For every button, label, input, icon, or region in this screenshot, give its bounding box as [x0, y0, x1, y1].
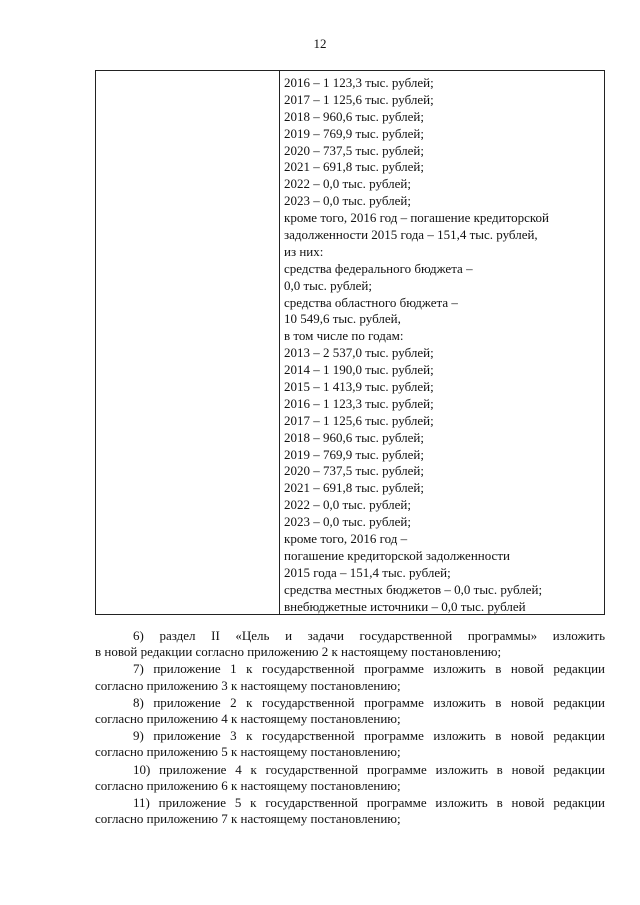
amendment-line-2: согласно приложению 7 к настоящему постановлению; — [95, 811, 401, 827]
funding-line: 2014 – 1 190,0 тыс. рублей; — [284, 362, 434, 378]
amendment-line-2: в новой редакции согласно приложению 2 к настоящему постановлению; — [95, 644, 502, 660]
funding-line: кроме того, 2016 год – погашение кредиторской — [284, 210, 549, 226]
funding-line: 2018 – 960,6 тыс. рублей; — [284, 429, 424, 445]
funding-line: внебюджетные источники – 0,0 тыс. рублей — [284, 598, 526, 614]
funding-line: 2020 – 737,5 тыс. рублей; — [284, 142, 424, 158]
amendment-line-2: согласно приложению 3 к настоящему постановлению; — [95, 677, 401, 693]
funding-line: средства местных бюджетов – 0,0 тыс. рублей; — [284, 581, 543, 597]
funding-line: 2019 – 769,9 тыс. рублей; — [284, 446, 424, 462]
funding-details-cell — [284, 75, 600, 616]
funding-line: 2022 – 0,0 тыс. рублей; — [284, 176, 411, 192]
funding-line: кроме того, 2016 год – — [284, 531, 408, 547]
amendment-paragraph — [95, 661, 605, 693]
funding-line: 10 549,6 тыс. рублей, — [284, 311, 401, 327]
table-column-divider — [279, 71, 280, 614]
funding-line: 2023 – 0,0 тыс. рублей; — [284, 193, 411, 209]
amendment-line-1: 10) приложение 4 к государственной программе изложить в новой редакции — [133, 761, 605, 777]
funding-line: 2023 – 0,0 тыс. рублей; — [284, 514, 411, 530]
funding-line: 2022 – 0,0 тыс. рублей; — [284, 497, 411, 513]
amendment-paragraph — [95, 695, 605, 727]
amendment-line-2: согласно приложению 5 к настоящему постановлению; — [95, 744, 401, 760]
page-number: 12 — [313, 36, 327, 51]
funding-line: 2020 – 737,5 тыс. рублей; — [284, 463, 424, 479]
amendment-paragraph — [95, 762, 605, 794]
funding-line: задолженности 2015 года – 151,4 тыс. рублей, — [284, 227, 538, 243]
amendment-paragraph — [95, 628, 605, 660]
funding-line: 2019 – 769,9 тыс. рублей; — [284, 125, 424, 141]
amendment-line-1: 7) приложение 1 к государственной программе изложить в новой редакции — [133, 661, 605, 677]
amendment-paragraph — [95, 795, 605, 827]
amendment-paragraph — [95, 728, 605, 760]
funding-line: 2016 – 1 123,3 тыс. рублей; — [284, 75, 434, 90]
funding-line: средства областного бюджета – — [284, 294, 458, 310]
funding-line: из них: — [284, 243, 324, 259]
amendment-line-1: 8) приложение 2 к государственной программе изложить в новой редакции — [133, 694, 605, 710]
funding-line: 2021 – 691,8 тыс. рублей; — [284, 159, 424, 175]
amendment-line-1: 9) приложение 3 к государственной программе изложить в новой редакции — [133, 728, 605, 744]
funding-line: 2013 – 2 537,0 тыс. рублей; — [284, 345, 434, 361]
funding-line: 2021 – 691,8 тыс. рублей; — [284, 480, 424, 496]
amendment-line-1: 11) приложение 5 к государственной программе изложить в новой редакции — [133, 795, 605, 811]
funding-line: 2017 – 1 125,6 тыс. рублей; — [284, 91, 434, 107]
funding-line: 2015 – 1 413,9 тыс. рублей; — [284, 379, 434, 395]
funding-line: в том числе по годам: — [284, 328, 404, 344]
funding-line: 0,0 тыс. рублей; — [284, 277, 372, 293]
funding-line: 2016 – 1 123,3 тыс. рублей; — [284, 395, 434, 411]
funding-line: 2015 года – 151,4 тыс. рублей; — [284, 564, 451, 580]
funding-line: 2017 – 1 125,6 тыс. рублей; — [284, 412, 434, 428]
amendment-line-1: 6) раздел II «Цель и задачи государственной программы» изложить — [133, 628, 605, 643]
funding-line: погашение кредиторской задолженности — [284, 547, 510, 563]
funding-line: 2018 – 960,6 тыс. рублей; — [284, 108, 424, 124]
funding-line: средства федерального бюджета – — [284, 260, 473, 276]
amendment-line-2: согласно приложению 4 к настоящему постановлению; — [95, 711, 401, 727]
amendment-line-2: согласно приложению 6 к настоящему постановлению; — [95, 777, 401, 793]
amendment-list — [95, 628, 605, 828]
budget-table — [95, 70, 605, 615]
